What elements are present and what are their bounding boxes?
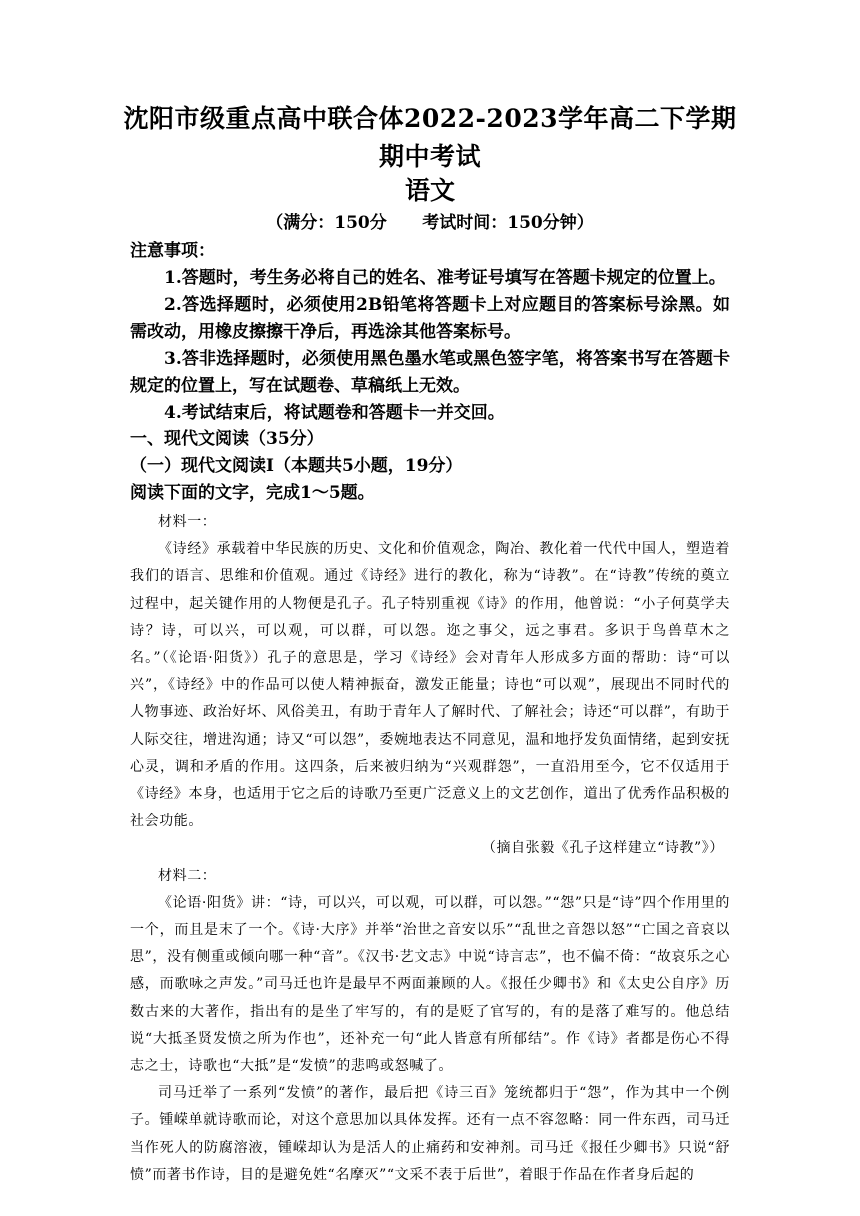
material2-label: 材料二： [158,867,217,884]
material2-paragraph: 司马迁举了一系列“发愤”的著作，最后把《诗三百》笼统都归于“怨”，作为其中一个例子。锺嵘单就诗歌而论，对这个意思加以具体发挥。还有一点不容忽略：同一件东西，司马迁当作死人的防腐溶液，锺嵘却认为是活人的止痛药和安神剂。司马迁《报任少卿书》只说“舒愤”而著书作诗，目的是避免姓“名摩灭”“文采不表于后世”，着眼于作品在作者身后起的 [130,1085,730,1183]
section-part1: 一、现代文阅读（35分） [130,429,324,449]
subject-heading: 语文 [404,176,455,205]
notice-heading: 注意事项： [130,241,215,261]
material1-paragraph: 《诗经》承载着中华民族的历史、文化和价值观念，陶冶、教化着一代代中国人，塑造着我们的语言、思维和价值观。通过《诗经》进行的教化，称为“诗教”。在“诗教”传统的奠立过程中，起关键作用的人物便是孔子。孔子特别重视《诗》的作用，他曾说：“小子何莫学夫诗？诗，可以兴，可以观，可以群，可以怨。迩之事父，远之事君。多识于鸟兽草木之名。”（《论语·阳货》）孔子的意思是，学习《诗经》会对青年人形成多方面的帮助：诗“可以兴”，《诗经》中的作品可以使人精神振奋，激发正能量；诗也“可以观”，展现出不同时代的人物事迹、政治好坏、风俗美丑，有助于青年人了解时代、了解社会；诗还“可以群”，有助于人际交往，增进沟通；诗又“可以怨”，委婉地表达不同意见，温和地抒发负面情绪，起到安抚心灵，调和矛盾的作用。这四条，后来被归纳为“兴观群怨”，一直沿用至今，它不仅适用于《诗经》本身，也适用于它之后的诗歌乃至更广泛意义上的文艺创作，道出了优秀作品积极的社会功能。 [130,541,730,830]
page-title: 沈阳市级重点高中联合体2022-2023学年高二下学期期中考试 [123,104,737,171]
material1-source: （摘自张毅《孔子这样建立“诗教”》） [481,840,724,857]
reading-instruction: 阅读下面的文字，完成1～5题。 [130,483,375,503]
section-headings [130,426,730,507]
notice-item: 3.答非选择题时，必须使用黑色墨水笔或黑色签字笔，将答案书写在答题卡规定的位置上，写在试题卷、草稿纸上无效。 [130,349,730,396]
material2-paragraph: 《论语·阳货》讲：“诗，可以兴，可以观，可以群，可以怨。”“怨”只是“诗”四个作用里的一个，而且是末了一个。《诗·大序》并举“治世之音安以乐”“乱世之音怨以怒”“亡国之音哀以思”，没有侧重或倾向哪一种“音”。《汉书·艺文志》中说“诗言志”，也不偏不倚：“故哀乐之心感，而歌咏之声发。”司马迁也许是最早不两面兼顾的人。《报任少卿书》和《太史公自序》历数古来的大著作，指出有的是坐了牢写的，有的是贬了官写的，有的是落了难写的。他总结说“大抵圣贤发愤之所为作也”，还补充一句“此人皆意有所郁结”。作《诗》者都是伤心不得志之士，诗歌也“大抵”是“发愤”的悲鸣或怒喊了。 [130,894,730,1075]
notice-item: 1.答题时，考生务必将自己的姓名、准考证号填写在答题卡规定的位置上。 [164,268,726,288]
notice-block [130,238,730,427]
notice-item: 4.考试结束后，将试题卷和答题卡一并交回。 [164,403,505,423]
reading-passage [130,509,730,1189]
section-part1-sub: （一）现代文阅读Ⅰ（本题共5小题，19分） [130,456,463,476]
material1-label: 材料一： [158,514,217,530]
notice-item: 2.答选择题时，必须使用2B铅笔将答题卡上对应题目的答案标号涂黑。如需改动，用橡皮擦擦干净后，再选涂其他答案标号。 [130,295,730,342]
exam-meta: （满分：150分 考试时间：150分钟） [266,213,594,233]
